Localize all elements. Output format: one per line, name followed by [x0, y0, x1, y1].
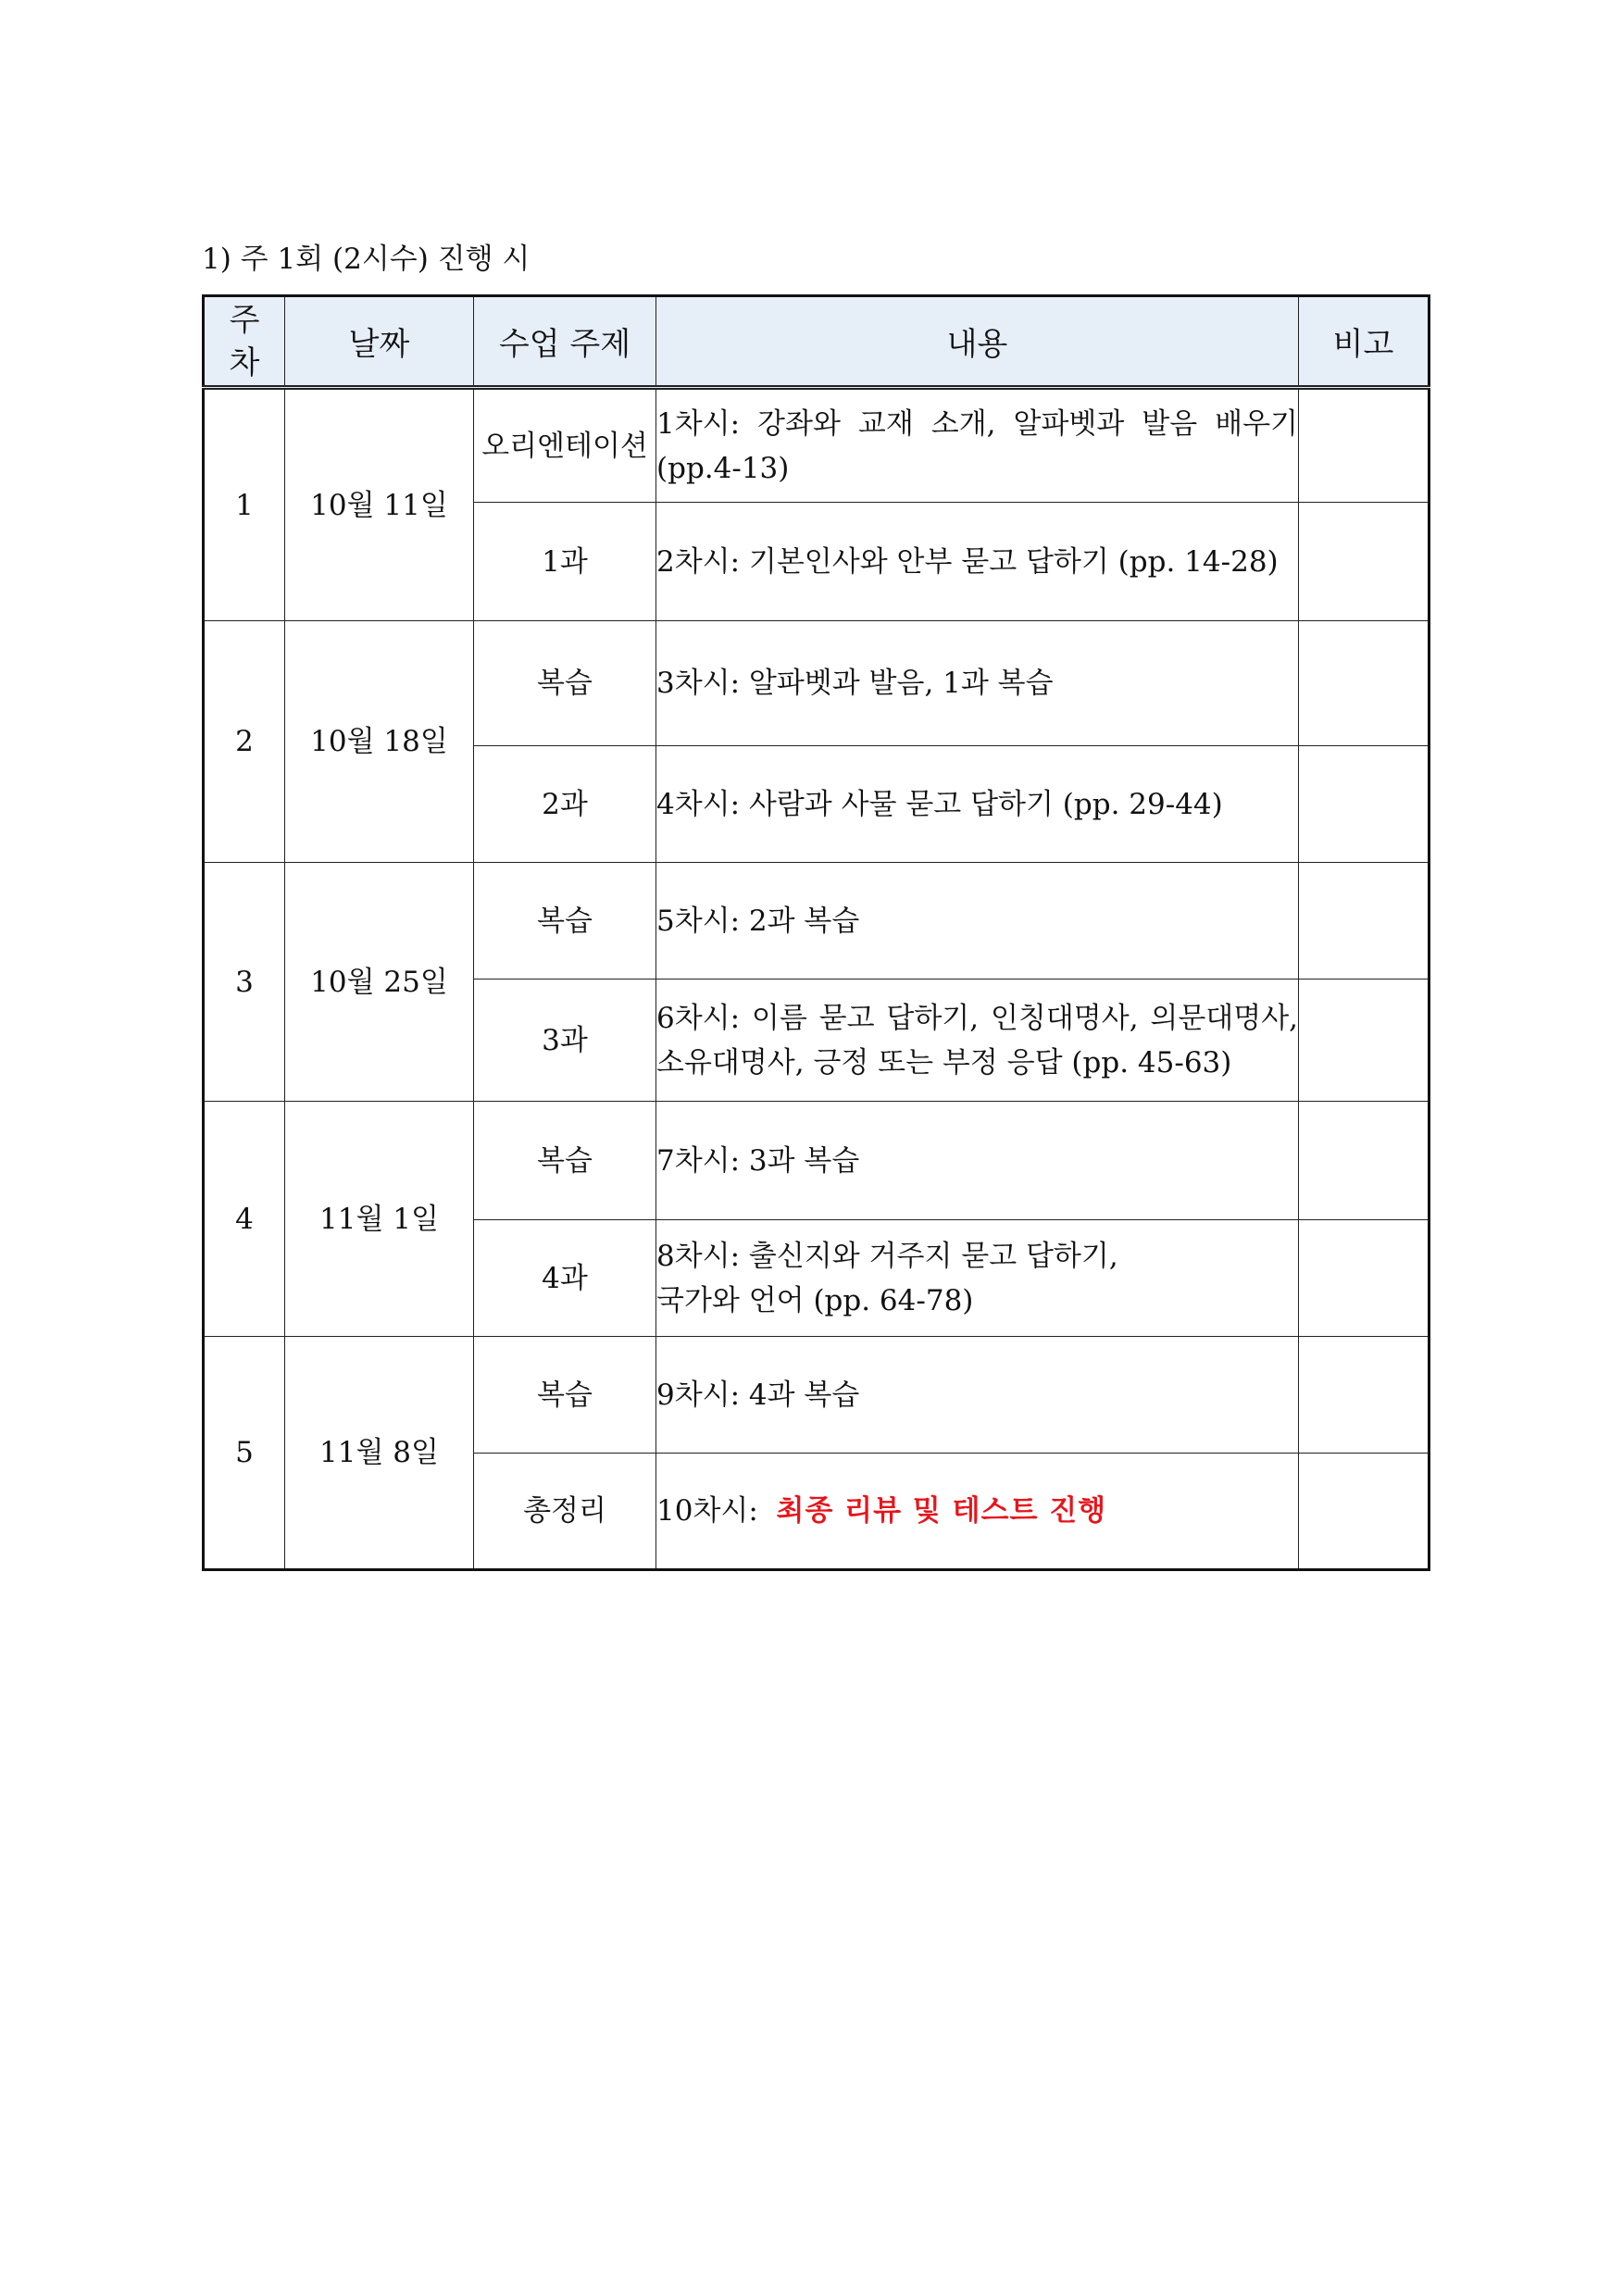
content-text: 8차시: 출신지와 거주지 묻고 답하기,: [656, 1239, 1118, 1273]
content-text: 7차시: 3과 복습: [656, 1143, 860, 1178]
content-cell: [656, 1102, 1299, 1220]
content-text: 국가와 언어 (pp. 64-78): [656, 1283, 974, 1317]
note-cell: [1299, 1220, 1429, 1337]
note-cell: [1299, 863, 1429, 980]
date-cell: 11월 1일: [285, 1102, 474, 1337]
content-cell: [656, 1220, 1299, 1337]
note-cell: [1299, 388, 1429, 503]
content-cell: [656, 621, 1299, 746]
date-cell: 10월 25일: [285, 863, 474, 1102]
week-number-cell: 5: [204, 1337, 285, 1570]
table-row: [204, 621, 1429, 746]
schedule-body: [204, 388, 1429, 1570]
content-text: 6차시: 이름 묻고 답하기, 인칭대명사, 의문대명사, 소유대명사, 긍정 또는 부정 응답 (pp. 45-63): [656, 1001, 1298, 1079]
topic-cell: 복습: [474, 621, 656, 746]
content-cell: [656, 1454, 1299, 1570]
topic-cell: 총정리: [474, 1454, 656, 1570]
content-cell: [656, 863, 1299, 980]
table-row: [204, 863, 1429, 980]
content-cell: [656, 980, 1299, 1102]
note-cell: [1299, 503, 1429, 621]
content-text: 2차시: 기본인사와 안부 묻고 답하기 (pp. 14-28): [656, 544, 1279, 579]
week-number-cell: 4: [204, 1102, 285, 1337]
note-cell: [1299, 1337, 1429, 1454]
header-note: 비고: [1299, 296, 1429, 388]
header-week-line2: 차: [229, 343, 260, 381]
week-number-cell: 1: [204, 388, 285, 621]
content-text: 1차시: 강좌와 교재 소개, 알파벳과 발음 배우기 (pp.4-13): [656, 406, 1298, 485]
header-week: [204, 296, 285, 388]
date-cell: 10월 11일: [285, 388, 474, 621]
header-content: 내용: [656, 296, 1299, 388]
topic-cell: 복습: [474, 1102, 656, 1220]
content-text: 3차시: 알파벳과 발음, 1과 복습: [656, 667, 1054, 700]
topic-cell: 복습: [474, 1337, 656, 1454]
content-text: 5차시: 2과 복습: [656, 904, 860, 938]
note-cell: [1299, 1454, 1429, 1570]
note-cell: [1299, 1102, 1429, 1220]
topic-cell: 1과: [474, 503, 656, 621]
content-cell: [656, 746, 1299, 863]
topic-cell: 3과: [474, 980, 656, 1102]
table-row: [204, 388, 1429, 503]
note-cell: [1299, 621, 1429, 746]
header-topic: 수업 주제: [474, 296, 656, 388]
content-cell: [656, 503, 1299, 621]
highlight-text: 최종 리뷰 및 테스트 진행: [776, 1494, 1107, 1528]
week-number-cell: 3: [204, 863, 285, 1102]
note-cell: [1299, 980, 1429, 1102]
date-cell: 11월 8일: [285, 1337, 474, 1570]
table-row: [204, 1102, 1429, 1220]
content-cell: [656, 388, 1299, 503]
topic-cell: 2과: [474, 746, 656, 863]
note-cell: [1299, 746, 1429, 863]
content-text: 10차시:: [656, 1494, 777, 1528]
table-row: [204, 1337, 1429, 1454]
topic-cell: 오리엔테이션: [474, 388, 656, 503]
header-week-line1: 주: [229, 301, 260, 339]
header-row: [204, 296, 1429, 388]
header-date: 날짜: [285, 296, 474, 388]
topic-cell: 4과: [474, 1220, 656, 1337]
section-caption: 1) 주 1회 (2시수) 진행 시: [202, 243, 531, 276]
topic-cell: 복습: [474, 863, 656, 980]
schedule-table: [202, 294, 1430, 1571]
content-text: 4차시: 사람과 사물 묻고 답하기 (pp. 29-44): [656, 787, 1223, 821]
content-text: 9차시: 4과 복습: [656, 1378, 860, 1412]
week-number-cell: 2: [204, 621, 285, 863]
content-cell: [656, 1337, 1299, 1454]
date-cell: 10월 18일: [285, 621, 474, 863]
